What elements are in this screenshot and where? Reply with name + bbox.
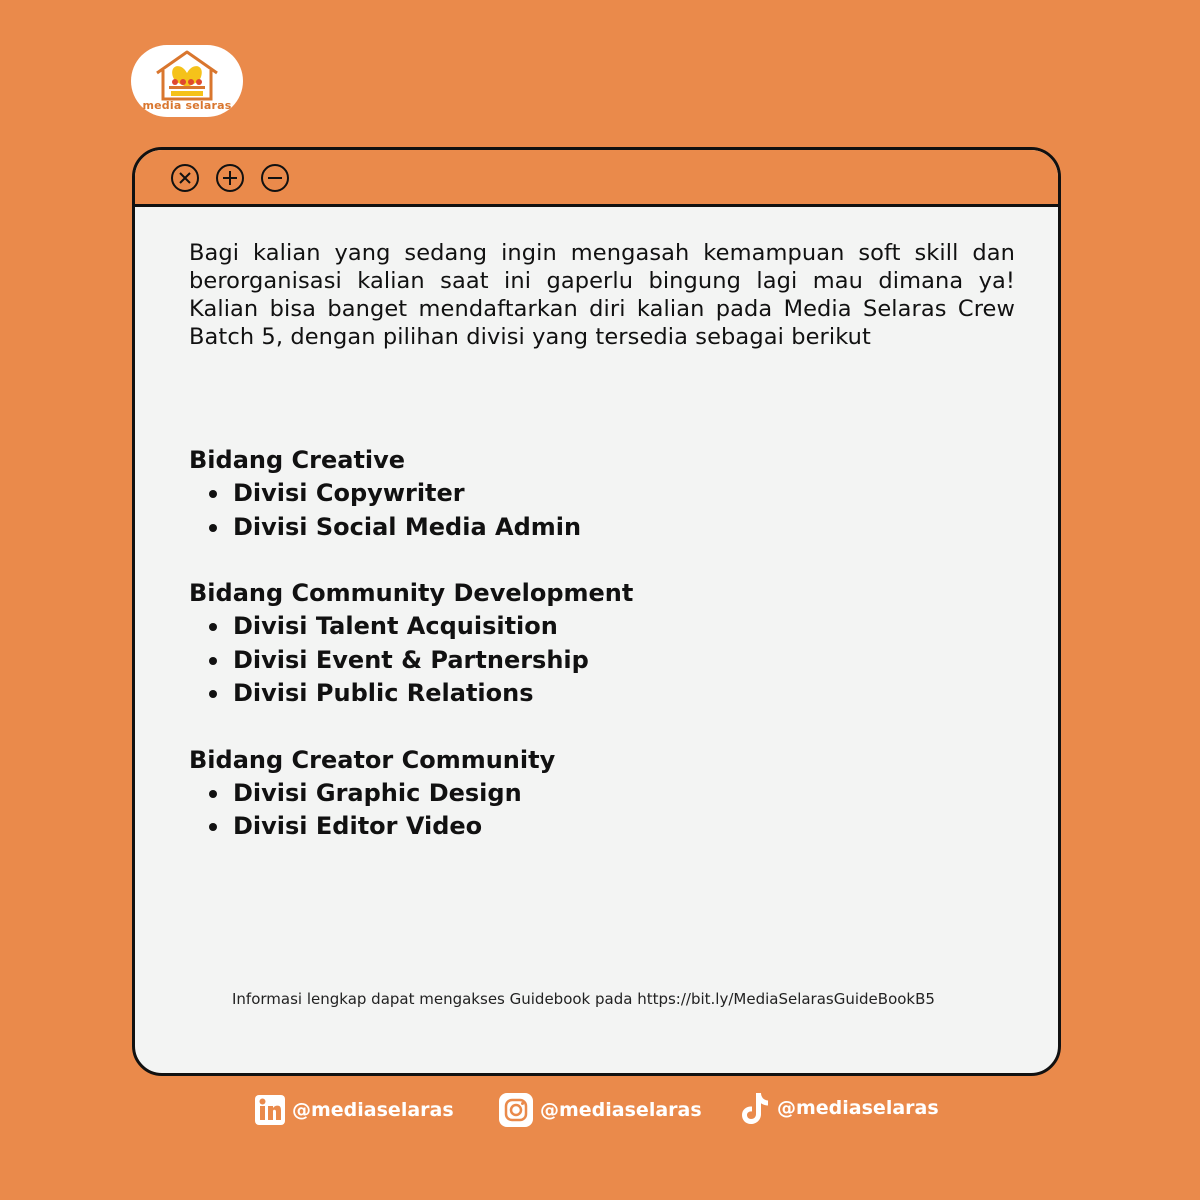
- list-item: [189, 677, 889, 711]
- division-label: Divisi Public Relations: [233, 679, 534, 707]
- instagram-icon: [498, 1092, 534, 1128]
- division-label: Divisi Graphic Design: [233, 778, 522, 807]
- social-handle: @mediaselaras: [292, 1099, 454, 1121]
- division-label: Divisi Event & Partnership: [233, 645, 589, 674]
- list-item: [189, 777, 889, 811]
- list-item: [189, 477, 889, 511]
- list-item: [189, 810, 889, 844]
- bullet-icon: [209, 657, 217, 665]
- social-handle: @mediaselaras: [540, 1099, 702, 1121]
- bullet-icon: [209, 690, 217, 698]
- list-item: [189, 644, 889, 678]
- section-title: Bidang Creator Community: [189, 745, 556, 774]
- section-title: Bidang Creative: [189, 446, 406, 474]
- brand-logo: [131, 45, 243, 117]
- bullet-icon: [209, 490, 217, 498]
- social-linkedin[interactable]: [254, 1092, 454, 1128]
- division-label: Divisi Social Media Admin: [233, 512, 582, 541]
- intro-paragraph: Bagi kalian yang sedang ingin mengasah kemampuan soft skill dan berorganisasi kalian saat ini gaperlu bingung lagi mau dimana ya! Kalian bisa banget mendaftarkan diri kalian pada Media Selaras Crew Batch 5, dengan pilihan divisi yang tersedia sebagai berikut: [189, 240, 1015, 350]
- section-community-development: [189, 577, 889, 711]
- plus-icon[interactable]: [215, 163, 245, 193]
- list-item: [189, 610, 889, 644]
- bullet-icon: [209, 790, 217, 798]
- tiktok-icon: [739, 1090, 771, 1126]
- division-list: [189, 610, 889, 711]
- bullet-icon: [209, 823, 217, 831]
- section-creator-community: [189, 744, 889, 844]
- section-title: Bidang Community Development: [189, 579, 634, 607]
- division-label: Divisi Editor Video: [233, 812, 483, 840]
- division-list: [189, 477, 889, 544]
- division-sections: [189, 444, 889, 877]
- window-titlebar: [135, 150, 1058, 207]
- house-logo-icon: [149, 49, 225, 101]
- linkedin-icon: [254, 1094, 286, 1126]
- bullet-icon: [209, 524, 217, 532]
- logo-text: media selaras: [142, 99, 232, 112]
- window-frame: [132, 147, 1061, 1076]
- section-creative: [189, 444, 889, 544]
- guidebook-info: Informasi lengkap dapat mengakses Guidebook pada https://bit.ly/MediaSelarasGuideBookB5: [232, 990, 935, 1008]
- social-handle: @mediaselaras: [777, 1097, 939, 1119]
- close-icon[interactable]: [170, 163, 200, 193]
- bullet-icon: [209, 623, 217, 631]
- division-label: Divisi Talent Acquisition: [233, 612, 558, 640]
- division-label: Divisi Copywriter: [233, 479, 465, 507]
- social-instagram[interactable]: [498, 1092, 702, 1128]
- minus-icon[interactable]: [260, 163, 290, 193]
- list-item: [189, 511, 889, 545]
- social-tiktok[interactable]: [739, 1090, 939, 1126]
- division-list: [189, 777, 889, 844]
